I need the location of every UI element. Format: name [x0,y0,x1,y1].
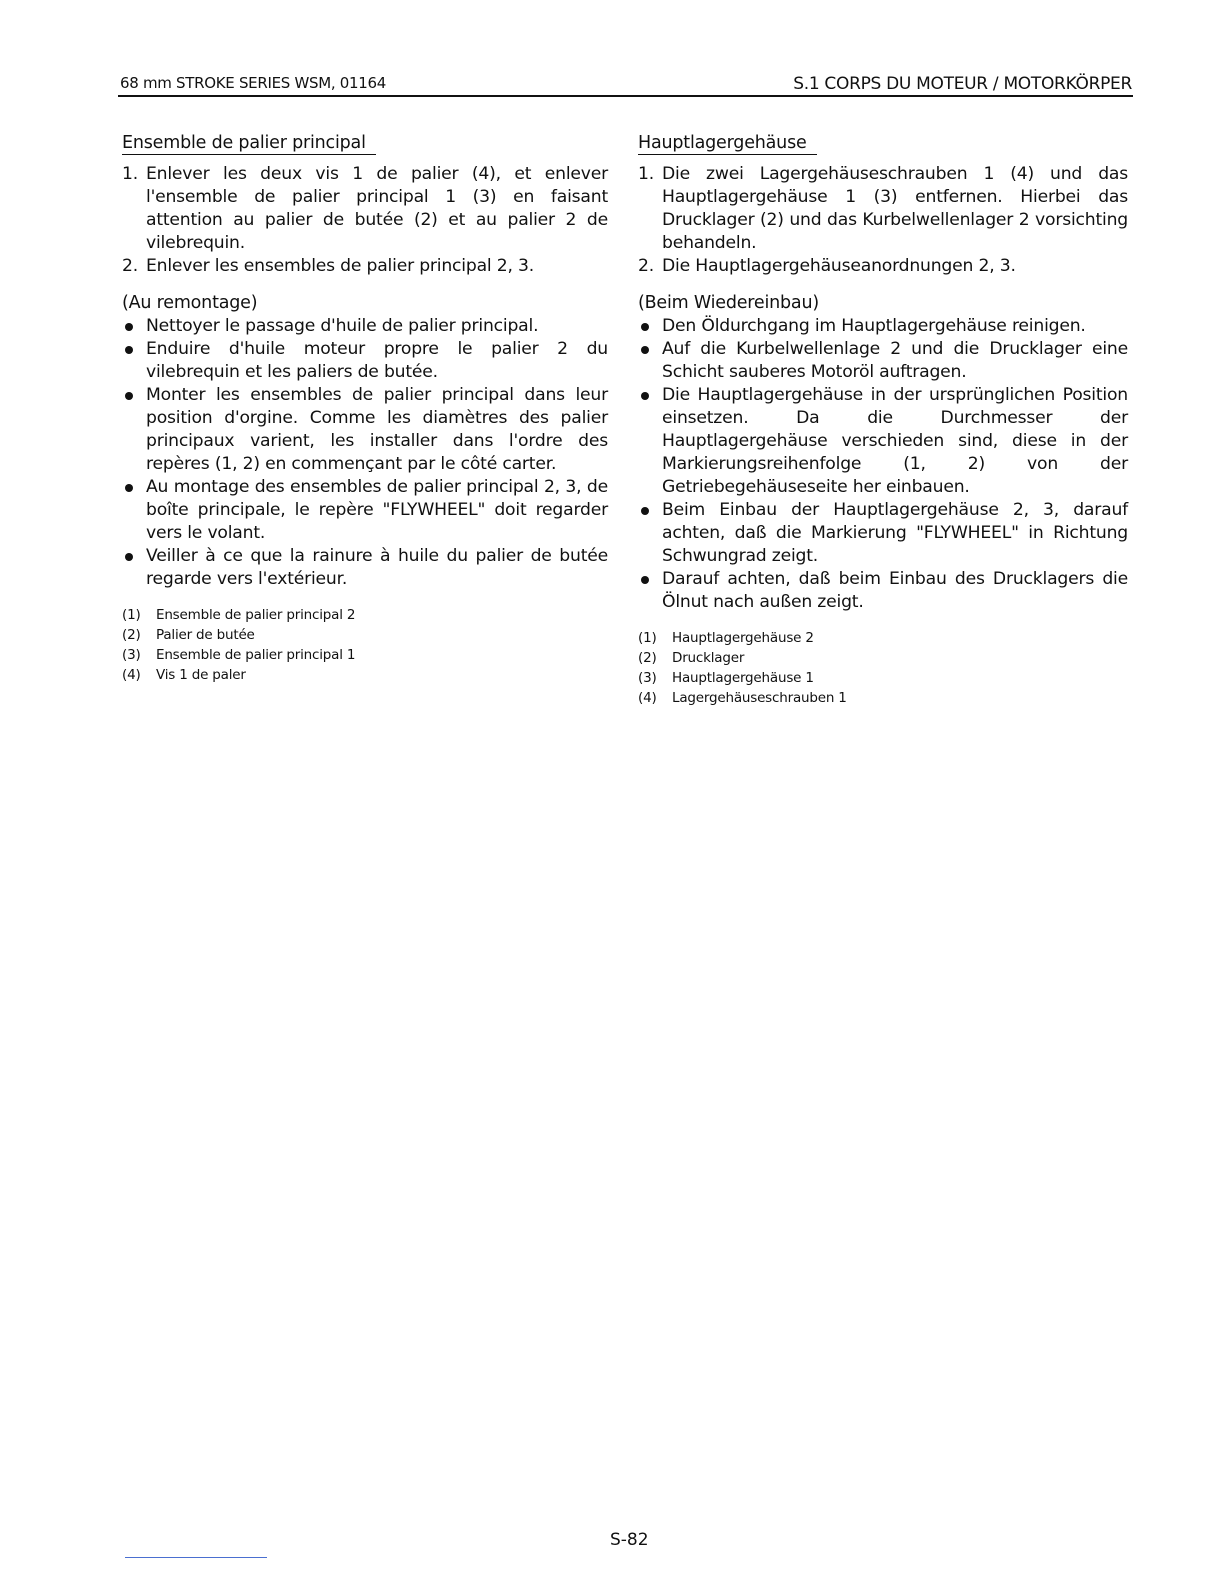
header-series: 68 mm STROKE SERIES WSM, 01164 [120,74,387,92]
legend-label: Vis 1 de paler [156,667,246,683]
legend-item [638,648,1128,668]
step-text: Enlever les deux vis 1 de palier (4), et enlever l'ensemble de palier principal 1 (3) en faisant attention au palier de butée (2) et au palier 2 de vilebrequin. [146,164,608,253]
legend-label: Palier de butée [156,627,255,643]
header-rule [118,95,1133,97]
step-number: 2. [638,256,654,276]
bullet-list [638,315,1128,614]
french-column [122,132,608,685]
page-number: S-82 [610,1530,649,1550]
legend-item [638,628,1128,648]
legend-item [638,668,1128,688]
bullet-item: Den Öldurchgang im Hauptlagergehäuse reinigen. [638,315,1128,338]
legend-key: (2) [638,650,657,666]
legend-label: Ensemble de palier principal 2 [156,607,356,623]
section-title: Hauptlagergehäuse [638,132,817,155]
step-text: Enlever les ensembles de palier principal 2, 3. [146,256,535,276]
legend [638,628,1128,708]
step-list [638,163,1128,278]
bullet-list [122,315,608,591]
legend-key: (3) [638,670,657,686]
legend-label: Lagergehäuseschrauben 1 [672,690,847,706]
bullet-item: Veiller à ce que la rainure à huile du palier de butée regarde vers l'extérieur. [122,545,608,591]
footer-line [125,1557,267,1558]
step-text: Die zwei Lagergehäuseschrauben 1 (4) und das Hauptlagergehäuse 1 (3) entfernen. Hierbei das Drucklager (2) und das Kurbelwellenlager 2 vorsichting behandeln. [662,164,1128,253]
step-item [122,255,608,278]
bullet-item: Beim Einbau der Hauptlagergehäuse 2, 3, darauf achten, daß die Markierung "FLYWHEEL" in Richtung Schwungrad zeigt. [638,499,1128,568]
legend [122,605,608,685]
legend-label: Hauptlagergehäuse 2 [672,630,814,646]
step-item [638,163,1128,255]
legend-label: Drucklager [672,650,745,666]
step-number: 1. [122,164,138,184]
legend-item [122,625,608,645]
bullet-item: Au montage des ensembles de palier principal 2, 3, de boîte principale, le repère "FLYWHEEL" doit regarder vers le volant. [122,476,608,545]
legend-item [638,688,1128,708]
legend-item [122,645,608,665]
legend-key: (4) [122,667,141,683]
bullet-item: Enduire d'huile moteur propre le palier 2 du vilebrequin et les paliers de butée. [122,338,608,384]
step-number: 1. [638,164,654,184]
step-list [122,163,608,278]
legend-item [122,665,608,685]
subsection-title: (Beim Wiedereinbau) [638,293,819,313]
bullet-item: Auf die Kurbelwellenlage 2 und die Drucklager eine Schicht sauberes Motoröl auftragen. [638,338,1128,384]
step-number: 2. [122,256,138,276]
legend-key: (1) [638,630,657,646]
bullet-item: Monter les ensembles de palier principal dans leur position d'orgine. Comme les diamètres des palier principaux varient, les installer dans l'ordre des repères (1, 2) en commençant par le côté carter. [122,384,608,476]
step-text: Die Hauptlagergehäuseanordnungen 2, 3. [662,256,1016,276]
legend-label: Ensemble de palier principal 1 [156,647,356,663]
legend-key: (2) [122,627,141,643]
legend-label: Hauptlagergehäuse 1 [672,670,814,686]
step-item [122,163,608,255]
legend-key: (3) [122,647,141,663]
legend-key: (1) [122,607,141,623]
bullet-item: Nettoyer le passage d'huile de palier principal. [122,315,608,338]
bullet-item: Die Hauptlagergehäuse in der ursprünglichen Position einsetzen. Da die Durchmesser der Hauptlagergehäuse verschieden sind, diese in der Markierungsreihenfolge (1, 2) von der Getriebegehäuseseite her einbauen. [638,384,1128,499]
step-item [638,255,1128,278]
section-title: Ensemble de palier principal [122,132,376,155]
legend-item [122,605,608,625]
bullet-item: Darauf achten, daß beim Einbau des Drucklagers die Ölnut nach außen zeigt. [638,568,1128,614]
german-column [638,132,1128,708]
legend-key: (4) [638,690,657,706]
header-section: S.1 CORPS DU MOTEUR / MOTORKÖRPER [793,74,1132,94]
subsection-title: (Au remontage) [122,293,258,313]
